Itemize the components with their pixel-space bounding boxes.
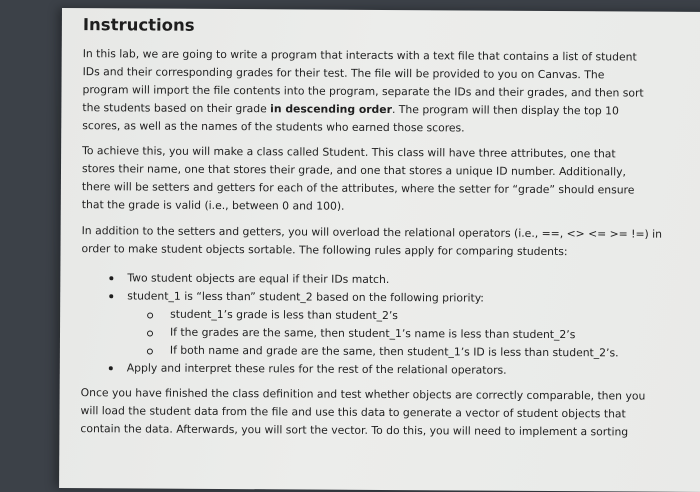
page-title: Instructions xyxy=(82,15,195,35)
sorting-paragraph xyxy=(80,384,645,441)
text-line: IDs and their corresponding grades for their test. The file will be provided to you on Canvas. The xyxy=(82,65,605,82)
list-item: Two student objects are equal if their IDs match. xyxy=(127,271,390,287)
list-item: Apply and interpret these rules for the rest of the relational operators. xyxy=(126,361,507,377)
text-line: In this lab, we are going to write a program that interacts with a text file that contains a list of student xyxy=(82,47,637,64)
text-run: . The program will then display the top 10 xyxy=(391,103,619,118)
emphasis-text: in descending order xyxy=(270,102,393,117)
sub-bullet-icon xyxy=(147,313,153,319)
sub-list-item: If the grades are the same, then student_1’s name is less than student_2’s xyxy=(169,325,576,342)
text-line: scores, as well as the names of the students who earned those scores. xyxy=(82,119,465,135)
document-content xyxy=(80,8,663,439)
text-run: the students based on their grade xyxy=(82,101,271,116)
operators-paragraph xyxy=(81,222,662,262)
text-line: In addition to the setters and getters, you will overload the relational operators (i.e., ==, <> <= >= !=) in xyxy=(81,224,663,241)
text-line: program will import the file contents into the program, separate the IDs and their grades, and then sort xyxy=(82,83,644,100)
text-line: there will be setters and getters for each of the attributes, where the setter for “grade” should ensure xyxy=(81,180,635,197)
class-paragraph xyxy=(82,142,635,217)
text-line: contain the data. Afterwards, you will sort the vector. To do this, you will need to implement a sorting xyxy=(80,422,629,439)
bullet-icon xyxy=(109,366,113,370)
sub-bullet-icon xyxy=(147,331,153,337)
document-page xyxy=(59,8,700,492)
text-line: that the grade is valid (i.e., between 0 and 100). xyxy=(81,198,345,213)
intro-paragraph xyxy=(82,45,644,138)
sub-list-item: student_1’s grade is less than student_2’s xyxy=(170,307,398,323)
text-line: stores their name, one that stores their grade, and one that stores a unique ID number. Additionally, xyxy=(81,162,627,179)
text-line: will load the student data from the file and use this data to generate a vector of student objects that xyxy=(80,404,626,421)
bullet-icon xyxy=(109,276,113,280)
sub-list-item: If both name and grade are the same, then student_1’s ID is less than student_2’s. xyxy=(169,343,619,360)
text-line: To achieve this, you will make a class called Student. This class will have three attributes, one that xyxy=(82,144,616,161)
text-line: Once you have finished the class definition and test whether objects are correctly comparable, then you xyxy=(80,386,646,403)
list-item: student_1 is “less than” student_2 based on the following priority: xyxy=(127,289,485,305)
text-line: order to make student objects sortable. The following rules apply for comparing students: xyxy=(81,242,568,259)
bullet-icon xyxy=(109,294,113,298)
sub-bullet-icon xyxy=(147,349,153,355)
